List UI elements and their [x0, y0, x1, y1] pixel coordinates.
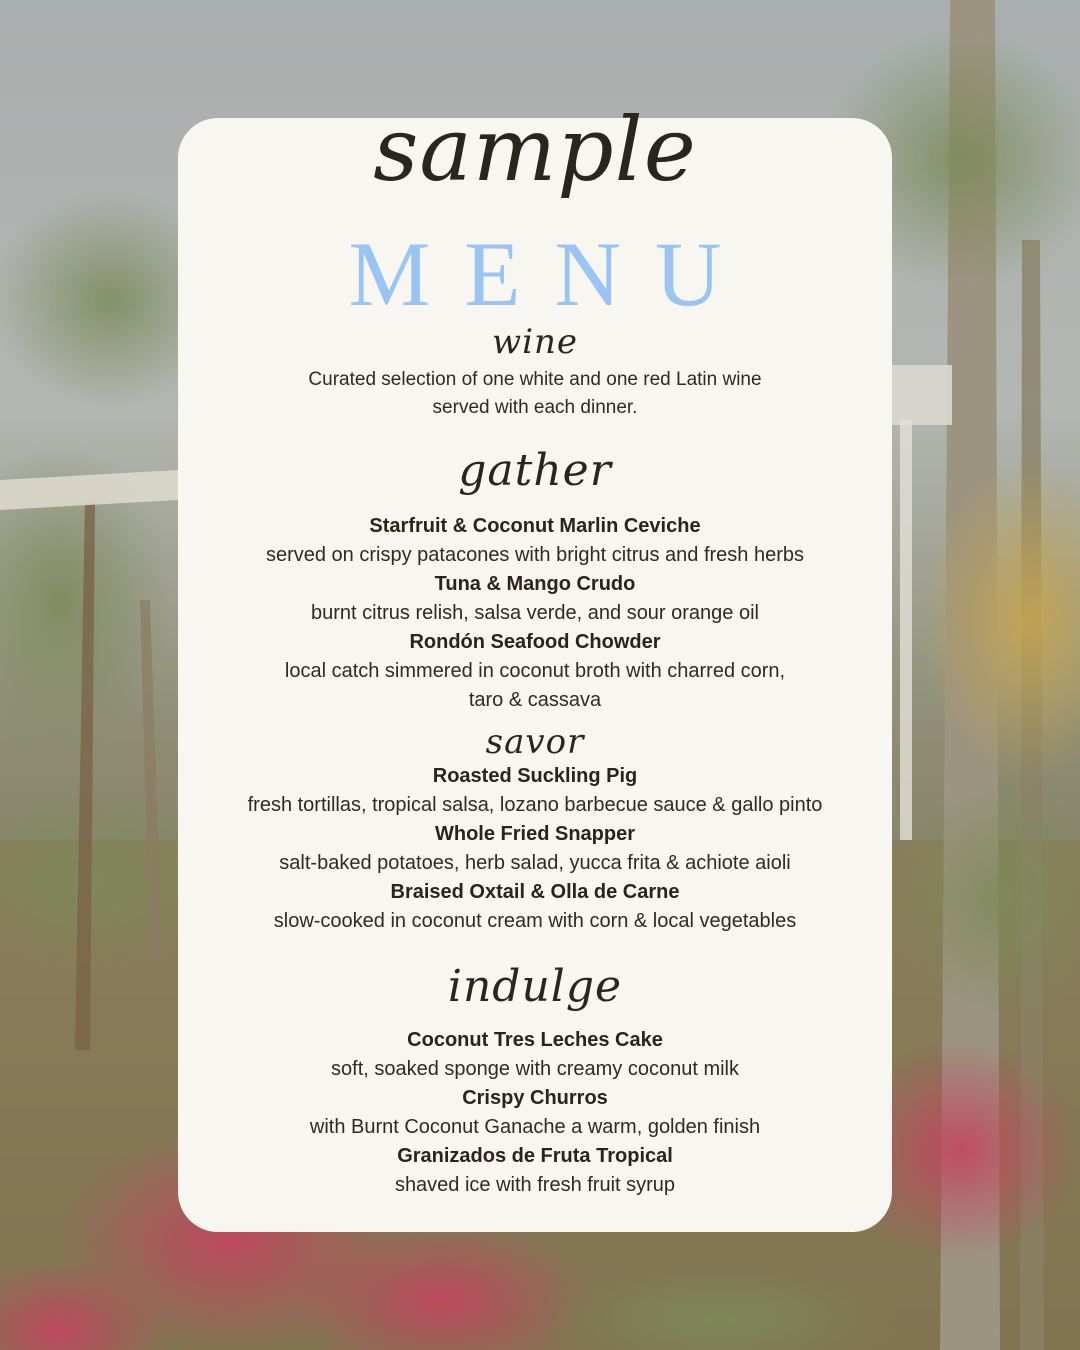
dish-name: Rondón Seafood Chowder [409, 631, 661, 653]
section-wine [178, 324, 892, 422]
section-description: Curated selection of one white and one red Latin wine [308, 369, 762, 390]
dish-name: Whole Fried Snapper [434, 823, 636, 845]
dish-description: soft, soaked sponge with creamy coconut milk [331, 1058, 739, 1080]
dish-name: Granizados de Fruta Tropical [397, 1145, 673, 1167]
dish-description: with Burnt Coconut Ganache a warm, golden finish [309, 1116, 761, 1138]
section-description: served with each dinner. [432, 397, 638, 418]
dish-name: Roasted Suckling Pig [432, 765, 638, 787]
section-title: indulge [447, 961, 623, 1012]
dish-description: fresh tortillas, tropical salsa, lozano barbecue sauce & gallo pinto [247, 794, 823, 816]
menu-title: MENU [348, 223, 756, 325]
dish-name: Tuna & Mango Crudo [434, 573, 636, 595]
dish-name: Braised Oxtail & Olla de Carne [390, 881, 680, 903]
dish-description: shaved ice with fresh fruit syrup [394, 1174, 676, 1196]
dish-description: taro & cassava [468, 689, 602, 711]
dish-name: Starfruit & Coconut Marlin Ceviche [369, 515, 701, 537]
dish-description: served on crispy patacones with bright citrus and fresh herbs [265, 544, 805, 566]
section-title: wine [492, 322, 578, 362]
section-title: gather [458, 445, 612, 496]
section-gather [178, 445, 892, 715]
dish-name: Coconut Tres Leches Cake [407, 1029, 663, 1051]
dish-name: Crispy Churros [462, 1087, 608, 1109]
dish-description: burnt citrus relish, salsa verde, and sour orange oil [310, 602, 759, 624]
script-title: sample [373, 98, 697, 201]
dish-description: local catch simmered in coconut broth with charred corn, [284, 660, 786, 682]
section-indulge [178, 961, 892, 1200]
section-title: savor [485, 722, 585, 762]
dish-description: slow-cooked in coconut cream with corn & local vegetables [273, 910, 797, 932]
section-savor [178, 724, 892, 936]
dish-description: salt-baked potatoes, herb salad, yucca frita & achiote aioli [279, 852, 791, 874]
menu-card [178, 98, 892, 1232]
